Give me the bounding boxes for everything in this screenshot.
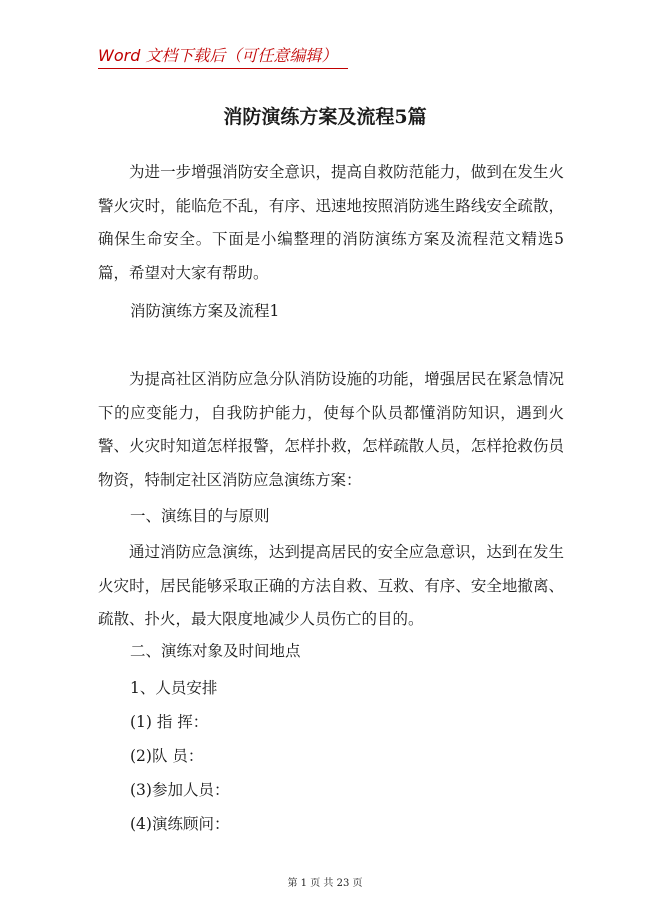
document-title: 消防演练方案及流程5篇 <box>223 106 427 128</box>
subheading-personnel: 1、人员安排 <box>130 679 218 697</box>
heading-2: 二、演练对象及时间地点 <box>130 642 301 660</box>
list-item: (2)队 员： <box>130 747 204 765</box>
list-item: (3)参加人员： <box>130 781 230 799</box>
page-footer: 第 1 页 共 23 页 <box>287 878 363 889</box>
list-item: (1) 指 挥： <box>130 713 209 731</box>
list-item: (4)演练顾问： <box>130 815 230 833</box>
intro-paragraph: 为进一步增强消防安全意识，提高自救防范能力，做到在发生火警火灾时，能临危不乱，有序、迅速地按照消防逃生路线安全疏散，确保生命安全。下面是小编整理的消防演练方案及流程范文精选5篇，希望对大家有帮助。 <box>98 163 564 282</box>
paragraph-2: 通过消防应急演练，达到提高居民的安全应急意识，达到在发生火灾时，居民能够采取正确的方法自救、互救、有序、安全地撤离、疏散、扑火，最大限度地减少人员伤亡的目的。 <box>98 543 564 628</box>
heading-1: 一、演练目的与原则 <box>130 507 270 525</box>
download-banner: Word 文档下载后（可任意编辑） <box>98 46 348 69</box>
paragraph-1: 为提高社区消防应急分队消防设施的功能，增强居民在紧急情况下的应变能力，自我防护能力，使每个队员都懂消防知识，遇到火警、火灾时知道怎样报警，怎样扑救，怎样疏散人员，怎样抢救伤员物资，特制定社区消防应急演练方案： <box>98 370 564 489</box>
section-title: 消防演练方案及流程1 <box>130 302 280 320</box>
